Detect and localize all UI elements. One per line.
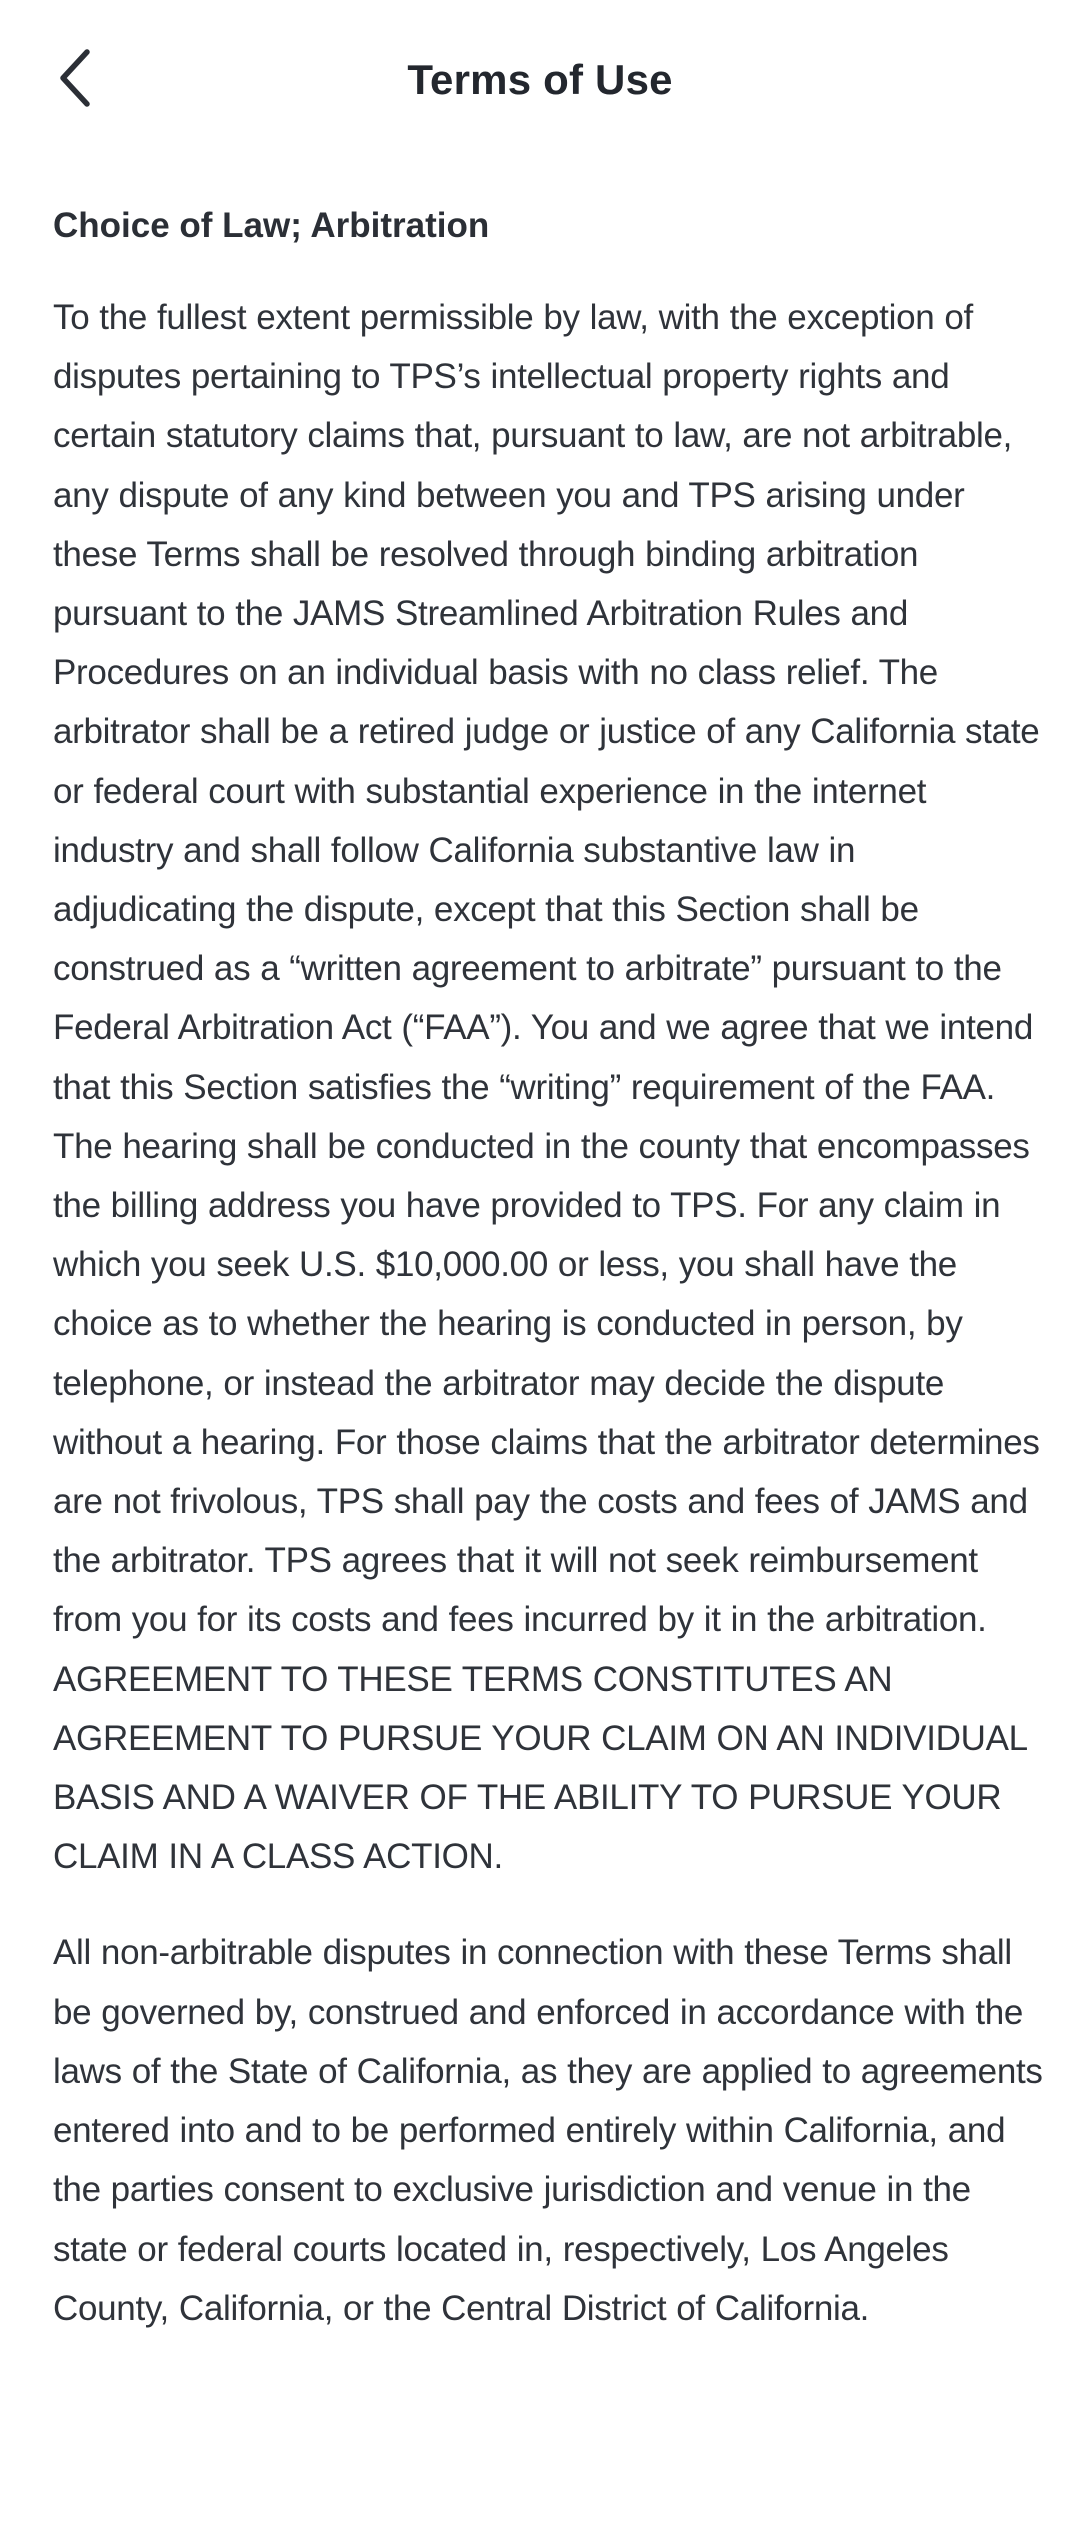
terms-content [53, 196, 1043, 2375]
paragraph-governing-law: All non-arbitrable disputes in connection with these Terms shall be governed by, construed and enforced in accordance with the laws of the State of California, as they are applied to agreements entered into and to be performed entirely within California, and the parties consent to exclusive jurisdiction and venue in the state or federal courts located in, respectively, Los Angeles County, California, or the Central District of California. [53, 1933, 1043, 2328]
top-bar [0, 0, 1080, 160]
paragraph-arbitration: To the fullest extent permissible by law, with the exception of disputes pertaining to TPS’s intellectual property rights and certain statutory claims that, pursuant to law, are not arbitrable, any dispute of any kind between you and TPS arising under these Terms shall be resolved through binding arbitration pursuant to the JAMS Streamlined Arbitration Rules and Procedures on an individual basis with no class relief. The arbitrator shall be a retired judge or justice of any California state or federal court with substantial experience in the internet industry and shall follow California substantive law in adjudicating the dispute, except that this Section shall be construed as a “written agreement to arbitrate” pursuant to the Federal Arbitration Act (“FAA”). You and we agree that we intend that this Section satisfies the “writing” requirement of the FAA. The hearing shall be conducted in the county that encompasses the billing address you have provided to TPS. For any claim in which you seek U.S. $10,000.00 or less, you shall have the choice as to whether the hearing is conducted in person, by telephone, or instead the arbitrator may decide the dispute without a hearing. For those claims that the arbitrator determines are not frivolous, TPS shall pay the costs and fees of JAMS and the arbitrator. TPS agrees that it will not seek reimbursement from you for its costs and fees incurred by it in the arbitration. AGREEMENT TO THESE TERMS CONSTITUTES AN AGREEMENT TO PURSUE YOUR CLAIM ON AN INDIVIDUAL BASIS AND A WAIVER OF THE ABILITY TO PURSUE YOUR CLAIM IN A CLASS ACTION. [53, 298, 1040, 1877]
section-title: Choice of Law; Arbitration [53, 206, 490, 245]
page-title: Terms of Use [407, 56, 673, 103]
